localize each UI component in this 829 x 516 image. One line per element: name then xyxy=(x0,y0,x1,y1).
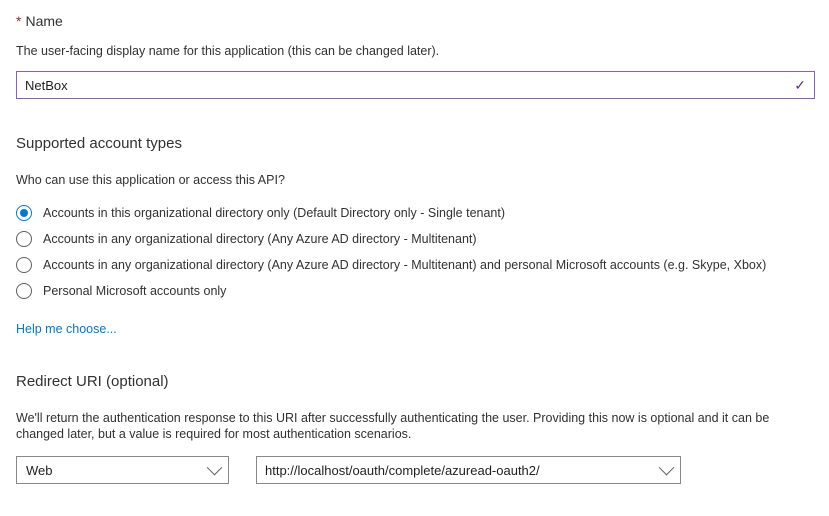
radio-indicator[interactable] xyxy=(16,231,32,247)
supported-account-types-question: Who can use this application or access this API? xyxy=(16,173,285,187)
radio-label: Personal Microsoft accounts only xyxy=(43,284,227,298)
chevron-down-icon[interactable] xyxy=(659,459,675,475)
platform-select-value: Web xyxy=(26,462,53,478)
account-type-radio-group xyxy=(16,200,815,304)
radio-label: Accounts in any organizational directory (Any Azure AD directory - Multitenant) and personal Microsoft accounts (e.g. Skype, Xbox) xyxy=(43,258,767,272)
help-me-choose-link[interactable]: Help me choose... xyxy=(16,322,117,336)
platform-select[interactable] xyxy=(16,456,229,484)
required-asterisk: * xyxy=(16,13,22,29)
radio-option-single-tenant[interactable] xyxy=(16,200,815,226)
radio-indicator[interactable] xyxy=(16,205,32,221)
radio-option-personal-only[interactable] xyxy=(16,278,815,304)
radio-option-multitenant-and-personal[interactable] xyxy=(16,252,815,278)
radio-label: Accounts in any organizational directory (Any Azure AD directory - Multitenant) xyxy=(43,232,477,246)
chevron-down-icon xyxy=(207,459,223,475)
redirect-uri-description: We'll return the authentication response to this URI after successfully authenticating the user. Providing this now is optional and it can be changed later, but a value is required for most authentication scenarios. xyxy=(16,411,770,441)
redirect-uri-row xyxy=(16,456,815,484)
radio-indicator[interactable] xyxy=(16,257,32,273)
name-label-text: Name xyxy=(25,13,63,29)
checkmark-icon: ✓ xyxy=(794,77,806,93)
redirect-uri-input[interactable] xyxy=(265,463,661,478)
name-input[interactable] xyxy=(25,78,788,93)
supported-account-types-title: Supported account types xyxy=(16,135,182,152)
radio-indicator[interactable] xyxy=(16,283,32,299)
redirect-uri-input-wrapper[interactable] xyxy=(256,456,681,484)
name-field-label xyxy=(16,12,815,30)
radio-label: Accounts in this organizational directory only (Default Directory only - Single tenant) xyxy=(43,206,506,220)
redirect-uri-title: Redirect URI (optional) xyxy=(16,373,169,390)
name-field-description: The user-facing display name for this application (this can be changed later). xyxy=(16,44,440,58)
name-input-wrapper[interactable] xyxy=(16,71,815,99)
radio-option-multitenant[interactable] xyxy=(16,226,815,252)
